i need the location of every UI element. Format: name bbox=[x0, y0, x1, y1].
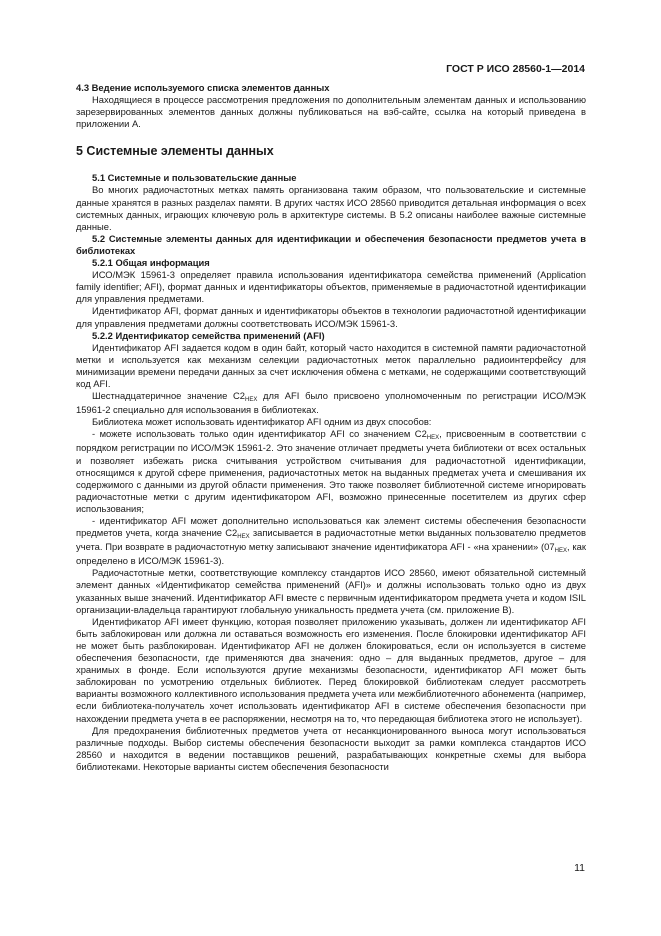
paragraph-text: Шестнадцатеричное значение C2 bbox=[92, 390, 245, 402]
section-5-2-2-list-item-2 bbox=[76, 515, 586, 567]
hex-subscript: HEX bbox=[237, 534, 250, 541]
document-code-header: ГОСТ Р ИСО 28560-1—2014 bbox=[446, 63, 585, 75]
section-4-3-title: 4.3 Ведение используемого списка элементов данных bbox=[76, 82, 330, 93]
paragraph-text: для AFI было присвоено уполномоченным по регистрации ИСО/МЭК 15961-2 специально для использования в библиотеках. bbox=[76, 390, 586, 416]
section-4-3-paragraph: Находящиеся в процессе рассмотрения предложения по дополнительным элементам данных и использованию зарезервированных элементов данных должны публиковаться на вэб-сайте, ссылка на который приведена в приложении А. bbox=[76, 94, 586, 130]
paragraph-text: записывается в радиочастотные метки выданных пользователю предметов учета. При возврате в радиочастотную метку записывают значение идентификатора AFI - «на хранении» (07 bbox=[76, 527, 586, 553]
paragraph-text: , присвоенным в соответствии с порядком регистрации по ИСО/МЭК 15961-2. Это значение отличает предметы учета библиотеки от всех остальных и позволяет избежать риска считывания устройством считывания для радиочастотной идентификации, относящимся к другой сфере применения, радиочастотных меток на выданных предметах учета и смешивания их содержимого с данными из другой области применения. Это также позволяет библиотечной системе игнорировать радиочастотные метки с другим идентификатором AFI, возможно принесенные посетителем из других сфер использования; bbox=[76, 428, 586, 514]
hex-subscript: HEX bbox=[426, 435, 440, 442]
section-5-2-1-title: 5.2.1 Общая информация bbox=[92, 257, 210, 269]
section-5-2-2-title: 5.2.2 Идентификатор семейства применений (AFI) bbox=[92, 329, 325, 341]
section-5-2-2-paragraph-3: Библиотека может использовать идентификатор AFI одним из двух способов: bbox=[92, 416, 432, 428]
section-5-2-title: 5.2 Системные элементы данных для идентификации и обеспечения безопасности предметов учета в библиотеках bbox=[76, 232, 586, 256]
paragraph-text: , как определено в ИСО/МЭК 15961-3). bbox=[76, 541, 586, 567]
section-5-2-1-paragraph-2: Идентификатор AFI, формат данных и идентификаторы объектов в технологии радиочастотной идентификации для управления предметами должны соответствовать ИСО/МЭК 15961-3. bbox=[76, 305, 586, 329]
section-5-1-title: 5.1 Системные и пользовательские данные bbox=[92, 172, 297, 184]
page-content bbox=[76, 82, 586, 773]
section-5-title: 5 Системные элементы данных bbox=[76, 144, 274, 159]
paragraph-text: - можете использовать только один идентификатор AFI со значением C2 bbox=[92, 428, 427, 440]
section-5-2-2-paragraph-5: Идентификатор AFI имеет функцию, которая позволяет приложению указывать, должен ли идентификатор AFI быть заблокирован или должна ли оставаться возможность его изменения. После блокировки идентификатор AFI не может быть разблокирован. Идентификатор AFI не должен блокироваться, если он используется в системе обеспечения безопасности, где применяются два значения: одно – для выданных предметов, другое – для хранимых в фонде. Если используются другие механизмы безопасности, идентификатор AFI может быть заблокирован по усмотрению отдельных библиотек. Перед блокировкой библиотекам следует рассмотреть варианты возможного коллективного использования предмета учета или межбиблиотечного абонемента (например, если библиотека-получатель хочет использовать идентификатор AFI в системе обеспечения безопасности при нахождении предмета учета в ее распоряжении, несмотря на то, что передающая библиотека этого не использует). bbox=[76, 615, 586, 724]
section-5-2-2-paragraph-6: Для предохранения библиотечных предметов учета от несанкционированного выноса могут использоваться различные подходы. Выбор системы обеспечения безопасности выходит за рамки комплекса стандартов ИСО 28560 и находится в ведении поставщиков решений, разрабатывающих конкретные схемы для выбора библиотеками. Некоторые варианты систем обеспечения безопасности bbox=[76, 724, 586, 772]
section-5-2-2-paragraph-2 bbox=[76, 390, 586, 416]
hex-subscript: HEX bbox=[245, 397, 258, 404]
section-5-1-paragraph: Во многих радиочастотных метках память организована таким образом, что пользовательские и системные данные хранятся в разных разделах памяти. В других частях ИСО 28560 приводится детальная информация о всех системных данных, играющих ключевую роль в архитектуре системы. В 5.2 описаны наиболее важные системные данные. bbox=[76, 184, 586, 232]
section-5-2-2-paragraph-4: Радиочастотные метки, соответствующие комплексу стандартов ИСО 28560, имеют обязательной системный элемент данных «Идентификатор семейства применений (AFI)» и должны использовать только одно из двух указанных выше значений. Идентификатор AFI вместе с первичным идентификатором предмета учета и кодом ISIL организации-владельца гарантируют глобальную уникальность предмета учета (см. приложение В). bbox=[76, 567, 586, 615]
hex-subscript: HEX bbox=[554, 548, 567, 555]
page-number: 11 bbox=[574, 862, 585, 874]
paragraph-text: - идентификатор AFI может дополнительно использоваться как элемент системы обеспечения безопасности предметов учета, когда значение C2 bbox=[76, 515, 586, 539]
section-5-2-1-paragraph-1: ИСО/МЭК 15961-3 определяет правила использования идентификатора семейства применений (Application family identifier; AFI), формат данных и идентификаторы объектов, применяемые в радиочастотной идентификации для управления предметами. bbox=[76, 269, 586, 305]
section-5-2-2-list-item-1 bbox=[76, 428, 586, 515]
section-5-2-2-paragraph-1: Идентификатор AFI задается кодом в один байт, который часто находится в системной памяти радиочастотной метки и используется как механизм селекции радиочастотных меток параллельно радиоинтерфейсу для минимизации времени передачи данных за счет исключения обмена с метками, не содержащими соответствующий код AFI. bbox=[76, 341, 586, 389]
